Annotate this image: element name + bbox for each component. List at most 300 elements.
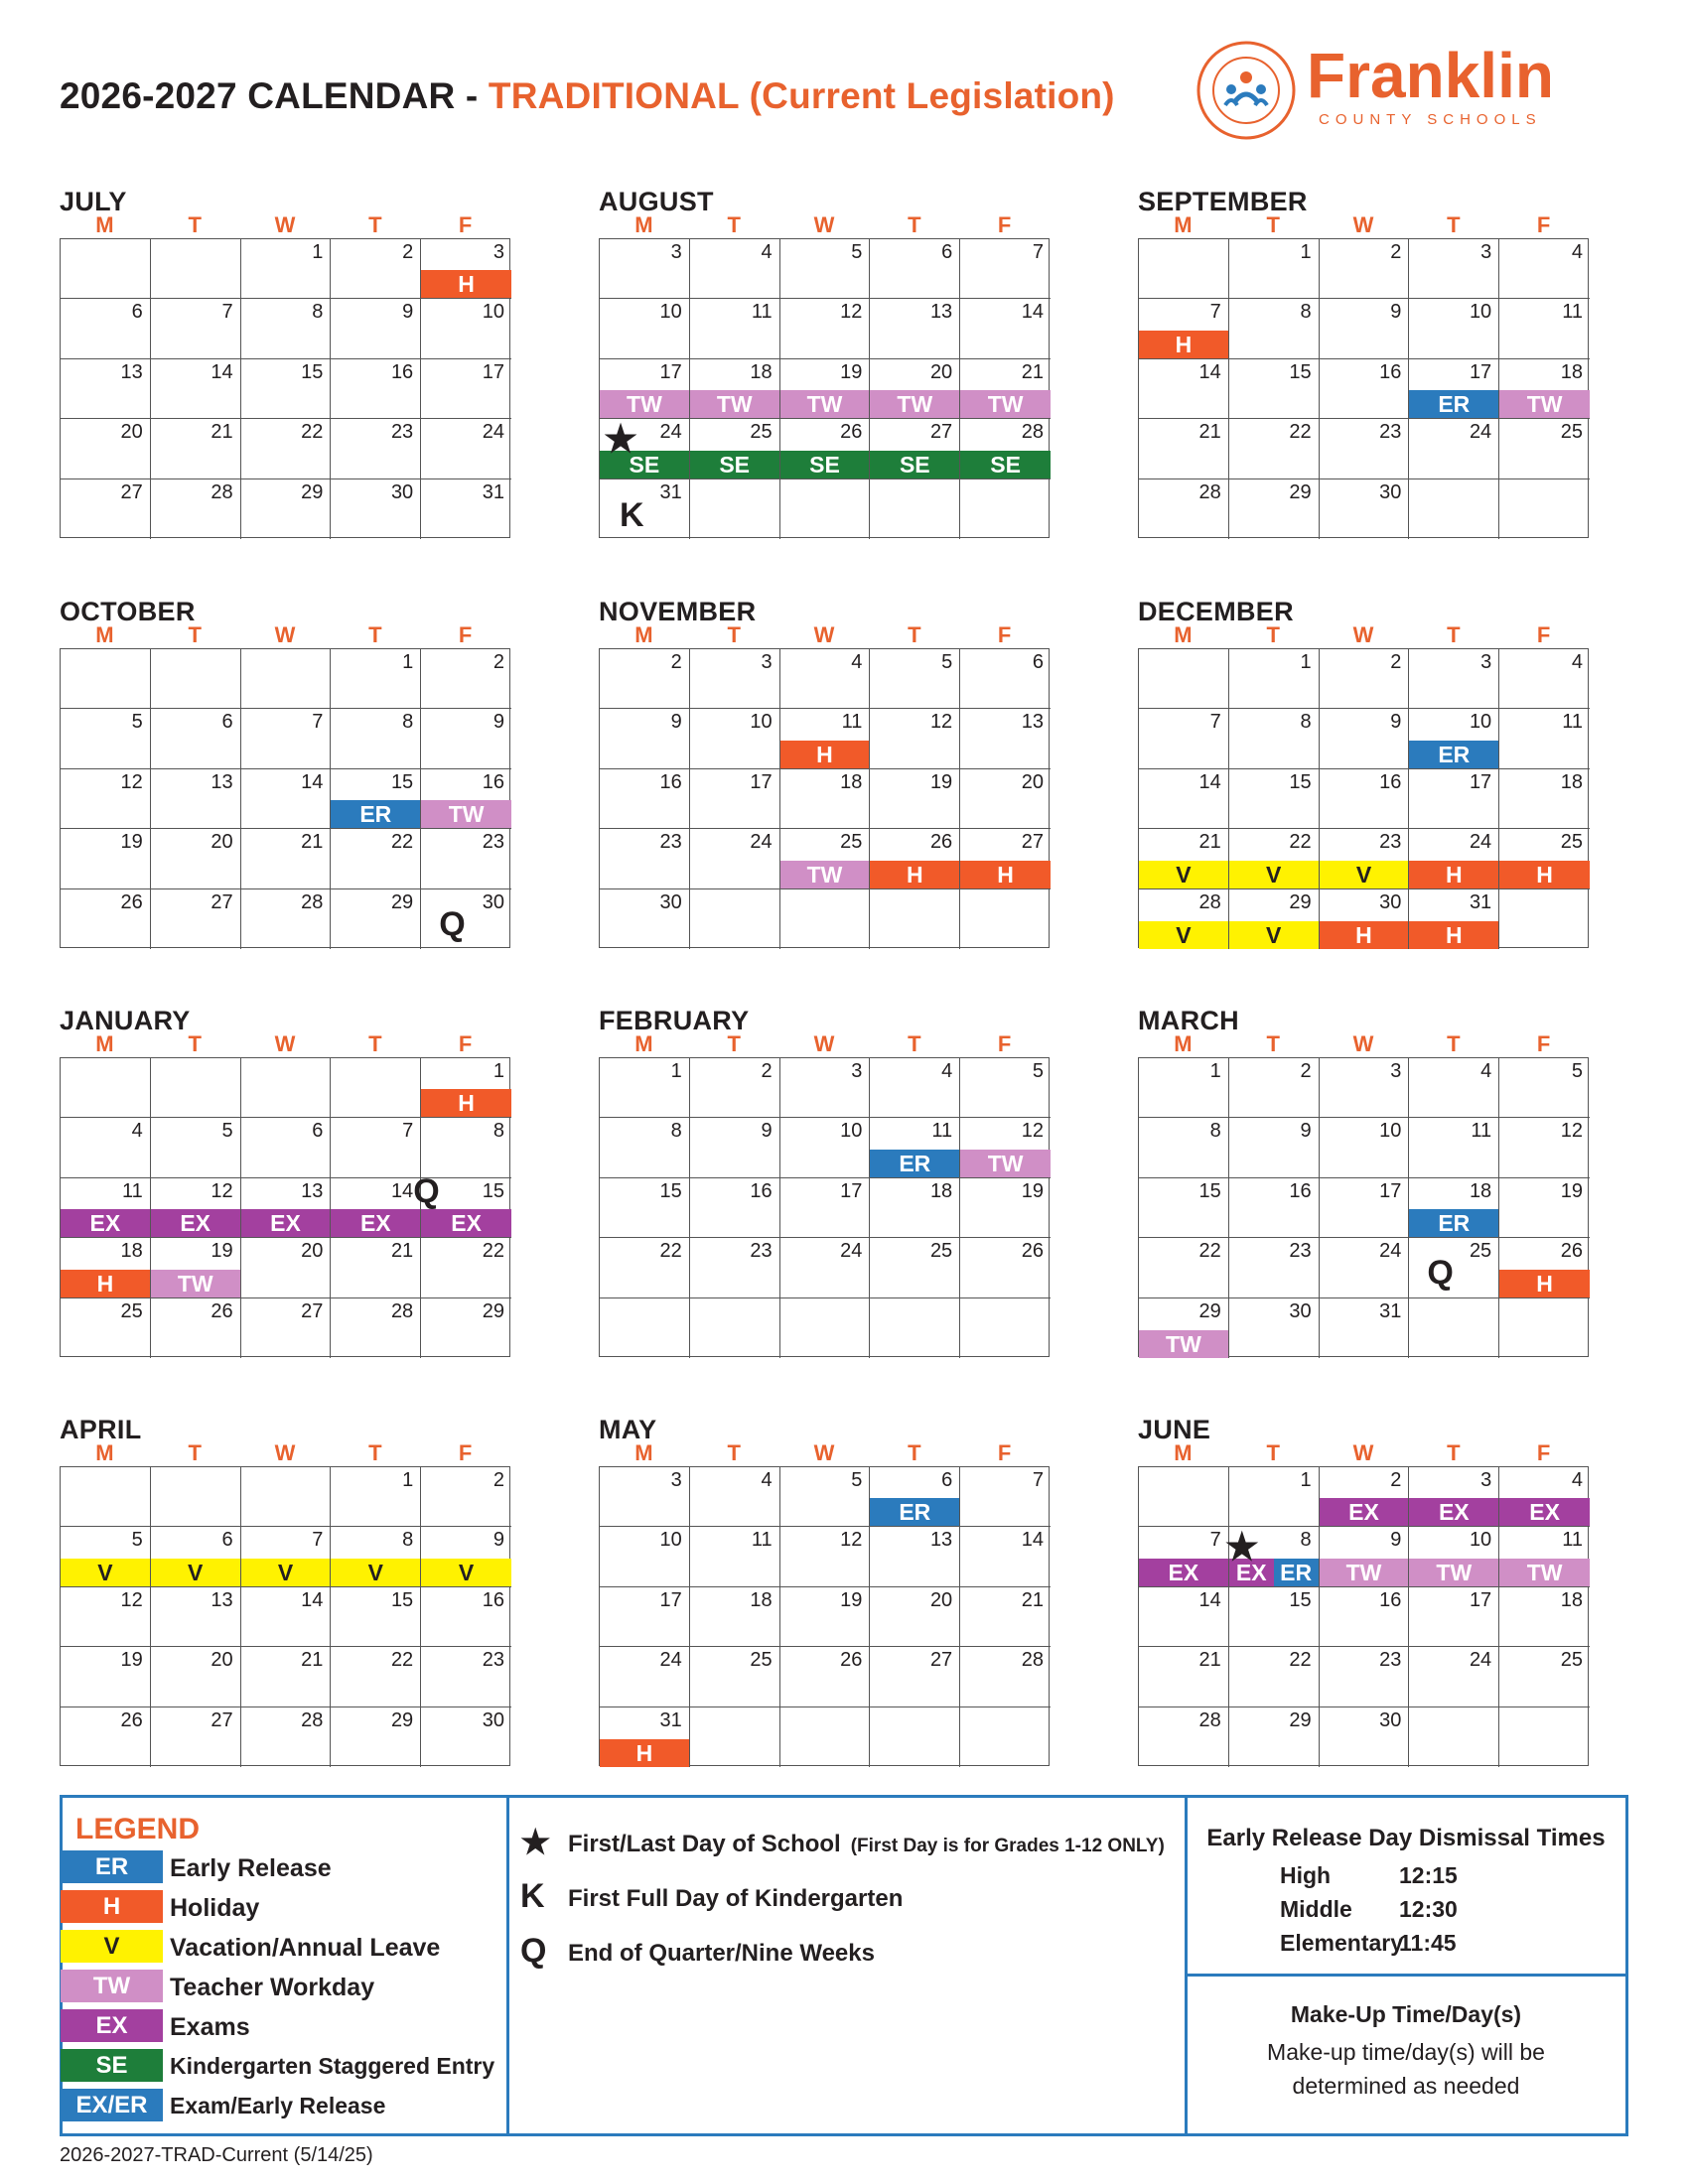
legend-label: Exams xyxy=(170,2013,250,2041)
weekday-label: T xyxy=(908,1440,921,1465)
day-cell xyxy=(690,1238,780,1297)
day-cell xyxy=(1409,479,1499,539)
event-bar-tw: TW xyxy=(780,390,870,418)
day-cell xyxy=(331,1587,421,1647)
day-number: 7 xyxy=(402,1120,414,1143)
day-number: 25 xyxy=(1469,1240,1492,1263)
day-cell xyxy=(1409,419,1499,478)
day-cell xyxy=(421,359,511,419)
event-bar-v: V xyxy=(1320,861,1409,888)
day-cell xyxy=(1139,299,1229,358)
day-cell xyxy=(241,1527,332,1586)
dismissal-time: 12:15 xyxy=(1399,1862,1458,1888)
day-cell xyxy=(61,1707,151,1767)
day-number: 13 xyxy=(211,1588,233,1611)
weekday-label: T xyxy=(908,622,921,647)
day-cell xyxy=(151,1298,241,1358)
symbol-label: First Full Day of Kindergarten xyxy=(568,1885,904,1912)
day-cell xyxy=(151,829,241,888)
day-cell xyxy=(61,1238,151,1297)
weekday-label: T xyxy=(908,1031,921,1056)
day-number: 20 xyxy=(301,1240,324,1263)
day-number: 10 xyxy=(659,301,682,324)
first-last-day-star-icon: ★ xyxy=(604,419,638,462)
day-cell xyxy=(1320,649,1410,709)
day-number: 25 xyxy=(750,1649,773,1672)
event-bar-h: H xyxy=(61,1270,150,1297)
legend-item xyxy=(60,1930,496,1966)
day-number: 28 xyxy=(301,1708,324,1731)
quarter-end-marker: Q xyxy=(413,1171,440,1210)
day-number: 14 xyxy=(1021,301,1044,324)
day-cell xyxy=(1320,239,1410,299)
month-grid xyxy=(60,1466,510,1766)
day-number: 15 xyxy=(1289,1588,1312,1611)
month-october xyxy=(60,597,510,954)
day-cell xyxy=(421,1298,511,1358)
day-number: 22 xyxy=(1289,1649,1312,1672)
day-cell xyxy=(1229,299,1320,358)
symbol-label: End of Quarter/Nine Weeks xyxy=(568,1940,875,1967)
day-cell xyxy=(151,889,241,949)
month-name: APRIL xyxy=(60,1415,142,1444)
day-cell xyxy=(1139,1238,1229,1297)
event-bar-er: ER xyxy=(331,800,420,828)
day-cell xyxy=(151,359,241,419)
day-cell xyxy=(1229,769,1320,829)
day-number: 31 xyxy=(659,480,682,503)
day-number: 6 xyxy=(312,1120,324,1143)
day-number: 24 xyxy=(750,831,773,854)
day-number: 11 xyxy=(1562,301,1583,324)
page-title xyxy=(60,75,1115,117)
day-cell xyxy=(600,1587,690,1647)
day-cell xyxy=(151,1058,241,1118)
day-cell xyxy=(600,1238,690,1297)
day-number: 11 xyxy=(751,1529,773,1552)
weekday-header xyxy=(599,1440,1050,1464)
day-cell xyxy=(870,889,960,949)
day-cell xyxy=(151,709,241,768)
weekday-label: F xyxy=(997,212,1012,237)
day-cell xyxy=(690,419,780,478)
event-bar-v: V xyxy=(61,1559,150,1586)
day-number: 26 xyxy=(120,890,143,913)
day-cell xyxy=(331,359,421,419)
day-cell xyxy=(241,709,332,768)
day-cell xyxy=(780,419,871,478)
day-number: 8 xyxy=(670,1120,682,1143)
day-number: 17 xyxy=(482,360,504,383)
event-bar-v: V xyxy=(421,1559,511,1586)
month-grid xyxy=(60,1057,510,1357)
day-cell xyxy=(1409,359,1499,419)
day-number: 18 xyxy=(840,770,863,793)
day-number: 22 xyxy=(390,1649,414,1672)
day-number: 4 xyxy=(1480,1060,1492,1082)
day-cell xyxy=(600,889,690,949)
day-number: 27 xyxy=(929,421,953,444)
day-cell xyxy=(1139,1527,1229,1586)
dismissal-level: Middle xyxy=(1280,1896,1352,1922)
day-number: 1 xyxy=(1300,651,1312,673)
weekday-label: T xyxy=(188,1031,202,1056)
day-cell xyxy=(870,1527,960,1586)
day-cell xyxy=(960,1298,1051,1358)
day-number: 25 xyxy=(1560,831,1583,854)
day-cell xyxy=(600,239,690,299)
day-cell xyxy=(331,1238,421,1297)
event-bar-tw: TW xyxy=(960,390,1051,418)
day-cell xyxy=(1409,649,1499,709)
day-cell xyxy=(690,1118,780,1177)
day-cell xyxy=(1139,479,1229,539)
event-bar-h: H xyxy=(1409,921,1498,949)
day-number: 22 xyxy=(1289,421,1312,444)
day-cell xyxy=(780,829,871,888)
day-number: 20 xyxy=(1021,770,1044,793)
event-bar-h: H xyxy=(780,741,870,768)
day-cell xyxy=(241,829,332,888)
day-number: 18 xyxy=(929,1179,953,1202)
day-cell xyxy=(1499,1467,1590,1527)
day-cell xyxy=(1139,1707,1229,1767)
day-cell xyxy=(421,479,511,539)
day-cell xyxy=(61,1647,151,1706)
day-number: 25 xyxy=(1560,421,1583,444)
day-cell xyxy=(241,479,332,539)
month-name: OCTOBER xyxy=(60,597,196,626)
day-number: 28 xyxy=(301,890,324,913)
day-number: 18 xyxy=(1560,770,1583,793)
day-number: 13 xyxy=(301,1179,324,1202)
day-cell xyxy=(241,1647,332,1706)
event-bar-ex: EX xyxy=(151,1209,240,1237)
day-cell xyxy=(1409,239,1499,299)
day-number: 2 xyxy=(1390,651,1402,673)
day-cell xyxy=(870,829,960,888)
month-december xyxy=(1138,597,1589,954)
legend-label: Exam/Early Release xyxy=(170,2093,386,2118)
day-cell xyxy=(331,479,421,539)
day-number: 1 xyxy=(1300,241,1312,263)
day-number: 20 xyxy=(120,421,143,444)
day-number: 14 xyxy=(1198,360,1221,383)
day-number: 21 xyxy=(1198,831,1221,854)
day-cell xyxy=(151,1707,241,1767)
day-cell xyxy=(1139,1118,1229,1177)
day-number: 19 xyxy=(929,770,953,793)
quarter-end-marker: Q xyxy=(439,904,466,943)
day-number: 19 xyxy=(840,360,863,383)
day-cell xyxy=(600,419,690,478)
day-cell xyxy=(960,769,1051,829)
day-number: 26 xyxy=(840,1649,863,1672)
day-cell xyxy=(1229,1178,1320,1238)
day-cell xyxy=(1499,1118,1590,1177)
day-cell xyxy=(960,299,1051,358)
day-cell xyxy=(1229,1058,1320,1118)
day-number: 15 xyxy=(1289,770,1312,793)
day-cell xyxy=(241,239,332,299)
day-number: 5 xyxy=(941,651,953,673)
day-number: 25 xyxy=(750,421,773,444)
day-cell xyxy=(1499,709,1590,768)
day-number: 16 xyxy=(1289,1179,1312,1202)
day-number: 31 xyxy=(1469,890,1492,913)
day-number: 24 xyxy=(1469,1649,1492,1672)
day-cell xyxy=(780,479,871,539)
month-grid xyxy=(1138,648,1589,948)
day-cell xyxy=(870,1647,960,1706)
day-number: 8 xyxy=(402,1529,414,1552)
month-grid xyxy=(599,1466,1050,1766)
day-cell xyxy=(241,1467,332,1527)
weekday-label: T xyxy=(1447,1440,1461,1465)
day-number: 9 xyxy=(402,301,414,324)
month-may xyxy=(599,1415,1050,1772)
day-number: 22 xyxy=(482,1240,504,1263)
day-number: 24 xyxy=(482,421,504,444)
day-number: 15 xyxy=(301,360,324,383)
day-number: 15 xyxy=(1198,1179,1221,1202)
day-number: 12 xyxy=(840,301,863,324)
day-number: 12 xyxy=(120,1588,143,1611)
day-cell xyxy=(600,649,690,709)
legend-label: Vacation/Annual Leave xyxy=(170,1934,441,1962)
weekday-label: W xyxy=(813,622,835,647)
day-cell xyxy=(1139,1587,1229,1647)
day-number: 12 xyxy=(1021,1120,1044,1143)
weekday-label: T xyxy=(188,1440,202,1465)
event-bar-se: SE xyxy=(870,451,959,478)
day-cell xyxy=(151,1238,241,1297)
day-number: 4 xyxy=(131,1120,143,1143)
day-number: 29 xyxy=(1289,1708,1312,1731)
day-number: 28 xyxy=(211,480,233,503)
day-cell xyxy=(1320,1238,1410,1297)
day-number: 23 xyxy=(1289,1240,1312,1263)
day-number: 17 xyxy=(1469,360,1492,383)
event-bar-h: H xyxy=(421,1089,511,1117)
day-number: 3 xyxy=(670,241,682,263)
day-cell xyxy=(600,709,690,768)
day-number: 26 xyxy=(1560,1240,1583,1263)
day-number: 10 xyxy=(482,301,504,324)
weekday-label: T xyxy=(1266,212,1280,237)
day-cell xyxy=(600,359,690,419)
month-name: JULY xyxy=(60,187,127,216)
day-number: 26 xyxy=(840,421,863,444)
weekday-label: W xyxy=(1352,622,1374,647)
day-number: 1 xyxy=(670,1060,682,1082)
day-number: 21 xyxy=(301,831,324,854)
day-cell xyxy=(421,1527,511,1586)
day-number: 9 xyxy=(1390,711,1402,734)
month-name: MAY xyxy=(599,1415,657,1444)
day-cell xyxy=(1229,889,1320,949)
day-number: 5 xyxy=(131,1529,143,1552)
day-cell xyxy=(1499,769,1590,829)
day-cell xyxy=(421,1238,511,1297)
day-cell xyxy=(1499,299,1590,358)
day-cell xyxy=(780,359,871,419)
day-cell xyxy=(421,1707,511,1767)
weekday-label: M xyxy=(634,212,653,237)
day-number: 15 xyxy=(390,770,414,793)
day-cell xyxy=(1229,1238,1320,1297)
day-cell xyxy=(870,479,960,539)
month-february xyxy=(599,1006,1050,1363)
day-cell xyxy=(1409,299,1499,358)
day-cell xyxy=(960,889,1051,949)
day-cell xyxy=(1499,419,1590,478)
weekday-label: W xyxy=(1352,1031,1374,1056)
day-number: 2 xyxy=(1300,1060,1312,1082)
day-cell xyxy=(870,1707,960,1767)
day-cell xyxy=(960,829,1051,888)
day-number: 23 xyxy=(659,831,682,854)
day-cell xyxy=(1320,1298,1410,1358)
day-number: 4 xyxy=(1571,651,1583,673)
day-cell xyxy=(690,889,780,949)
day-number: 6 xyxy=(221,1529,233,1552)
day-number: 7 xyxy=(1209,1529,1221,1552)
day-number: 30 xyxy=(482,1708,504,1731)
event-bar-h: H xyxy=(1499,861,1590,888)
day-number: 21 xyxy=(1021,1588,1044,1611)
day-cell xyxy=(1409,1467,1499,1527)
event-bar-er: ER xyxy=(1274,1559,1319,1586)
day-cell xyxy=(780,1118,871,1177)
event-bar-tw: TW xyxy=(600,390,689,418)
day-number: 29 xyxy=(1289,890,1312,913)
month-january xyxy=(60,1006,510,1363)
day-number: 29 xyxy=(1198,1299,1221,1322)
legend-title: LEGEND xyxy=(75,1813,201,1845)
day-cell xyxy=(600,1467,690,1527)
day-number: 31 xyxy=(1379,1299,1402,1322)
day-number: 3 xyxy=(1480,1469,1492,1491)
day-number: 18 xyxy=(120,1240,143,1263)
day-cell xyxy=(1499,1298,1590,1358)
day-cell xyxy=(241,359,332,419)
month-name: AUGUST xyxy=(599,187,714,216)
day-number: 20 xyxy=(929,360,953,383)
day-number: 29 xyxy=(390,1708,414,1731)
day-cell xyxy=(151,1118,241,1177)
weekday-label: M xyxy=(1174,212,1193,237)
day-number: 25 xyxy=(840,831,863,854)
day-number: 26 xyxy=(929,831,953,854)
day-cell xyxy=(780,299,871,358)
day-cell xyxy=(1320,479,1410,539)
day-number: 22 xyxy=(1289,831,1312,854)
day-number: 10 xyxy=(1469,301,1492,324)
event-bar-ex: EX xyxy=(421,1209,511,1237)
day-cell xyxy=(421,1587,511,1647)
weekday-label: T xyxy=(727,1440,741,1465)
day-cell xyxy=(690,769,780,829)
day-cell xyxy=(421,299,511,358)
day-cell xyxy=(600,1178,690,1238)
day-cell xyxy=(331,889,421,949)
day-cell xyxy=(960,479,1051,539)
day-number: 18 xyxy=(1560,1588,1583,1611)
day-cell xyxy=(1229,1298,1320,1358)
day-cell xyxy=(421,239,511,299)
weekday-label: F xyxy=(1536,1031,1551,1056)
event-bar-er: ER xyxy=(1409,1209,1498,1237)
day-cell xyxy=(600,1647,690,1706)
day-number: 18 xyxy=(1469,1179,1492,1202)
day-number: 1 xyxy=(492,1060,504,1082)
weekday-label: T xyxy=(1447,622,1461,647)
event-bar-tw: TW xyxy=(151,1270,240,1297)
kindergarten-k-icon: K xyxy=(520,1877,545,1915)
day-cell xyxy=(1320,1058,1410,1118)
day-cell xyxy=(1320,1178,1410,1238)
day-number: 27 xyxy=(301,1299,324,1322)
day-cell xyxy=(331,1527,421,1586)
weekday-label: F xyxy=(458,1440,473,1465)
day-cell xyxy=(690,1527,780,1586)
day-cell xyxy=(960,1467,1051,1527)
day-cell xyxy=(1499,1178,1590,1238)
legend-item xyxy=(60,2049,496,2085)
event-bar-v: V xyxy=(1229,921,1319,949)
day-number: 23 xyxy=(482,831,504,854)
day-cell xyxy=(1499,1587,1590,1647)
month-grid xyxy=(60,648,510,948)
legend-item xyxy=(60,2089,496,2124)
day-cell xyxy=(151,1647,241,1706)
weekday-header xyxy=(599,622,1050,646)
day-cell xyxy=(780,1178,871,1238)
month-april xyxy=(60,1415,510,1772)
legend-item xyxy=(60,1970,496,2005)
day-cell xyxy=(241,1298,332,1358)
day-number: 12 xyxy=(929,711,953,734)
day-number: 17 xyxy=(1379,1179,1402,1202)
month-august xyxy=(599,187,1050,544)
day-number: 27 xyxy=(1021,831,1044,854)
month-september xyxy=(1138,187,1589,544)
day-cell xyxy=(241,1178,332,1238)
day-cell xyxy=(600,299,690,358)
event-bar-v: V xyxy=(1229,861,1319,888)
day-cell xyxy=(960,649,1051,709)
day-number: 21 xyxy=(390,1240,414,1263)
weekday-label: F xyxy=(1536,1440,1551,1465)
weekday-header xyxy=(599,212,1050,236)
day-number: 5 xyxy=(851,241,863,263)
day-number: 23 xyxy=(390,421,414,444)
day-number: 30 xyxy=(1379,480,1402,503)
month-march xyxy=(1138,1006,1589,1363)
weekday-label: T xyxy=(727,212,741,237)
month-name: MARCH xyxy=(1138,1006,1239,1035)
weekday-label: F xyxy=(1536,212,1551,237)
day-number: 31 xyxy=(482,480,504,503)
day-number: 18 xyxy=(750,360,773,383)
day-cell xyxy=(780,239,871,299)
weekday-label: F xyxy=(997,622,1012,647)
weekday-label: T xyxy=(1447,212,1461,237)
day-number: 10 xyxy=(750,711,773,734)
day-number: 24 xyxy=(1469,831,1492,854)
day-cell xyxy=(1139,239,1229,299)
